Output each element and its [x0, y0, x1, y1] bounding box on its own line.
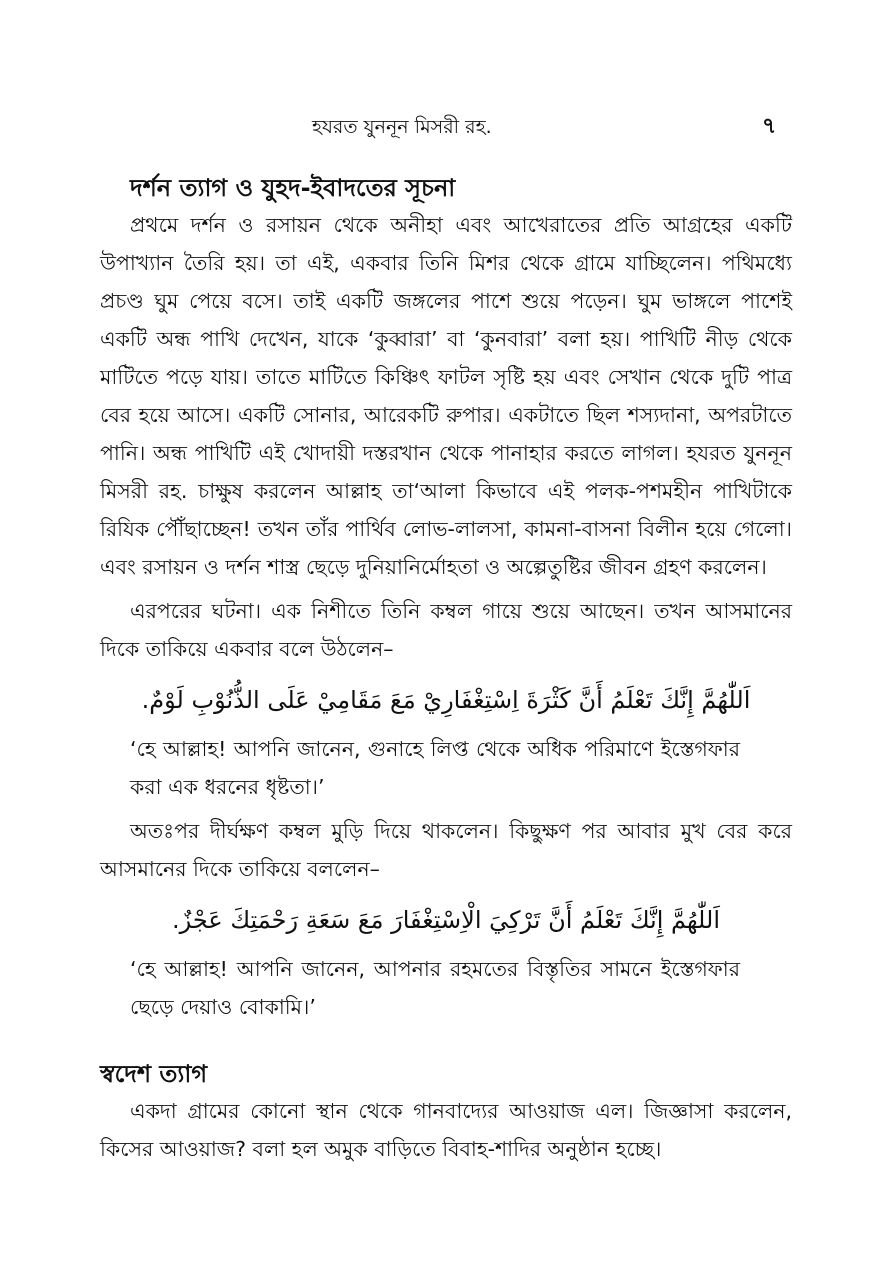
running-title: হযরত যুননূন মিসরী রহ.: [312, 116, 492, 138]
arabic-supplication-2: اَللّٰهُمَّ إِنَّكَ تَعْلَمُ أَنَّ تَرْكِيَ الْاِسْتِغْفَارَ مَعَ سَعَةِ رَحْمَتِكَ عَجْزٌ.: [172, 906, 720, 934]
paragraph-night-prayer-intro: এরপরের ঘটনা। এক নিশীতে তিনি কম্বল গায়ে শুয়ে আছেন। তখন আসমানের দিকে তাকিয়ে একবার বলে উঠলেন–: [100, 599, 792, 661]
paragraph-wedding-music: একদা গ্রামের কোনো স্থান থেকে গানবাদ্যের আওয়াজ এল। জিজ্ঞাসা করলেন, কিসের আওয়াজ? বলা হল অমুক বাড়িতে বিবাহ-শাদির অনুষ্ঠান হচ্ছে।: [100, 1099, 792, 1161]
paragraph-second-prayer-intro: অতঃপর দীর্ঘক্ষণ কম্বল মুড়ি দিয়ে থাকলেন। কিছুক্ষণ পর আবার মুখ বের করে আসমানের দিকে তাকিয়ে বললেন–: [100, 819, 792, 881]
body-text: [100, 170, 792, 1168]
section-heading-leaving-homeland: স্বদেশ ত্যাগ: [100, 1060, 208, 1088]
section-heading-renouncing-philosophy: দর্শন ত্যাগ ও যুহদ-ইবাদতের সূচনা: [130, 174, 456, 202]
arabic-supplication-1: اَللّٰهُمَّ إِنَّكَ تَعْلَمُ أَنَّ كَثْرَةَ اِسْتِغْفَارِيْ مَعَ مَقَامِيْ عَلَى الذُّنُوْبِ لَوْمٌ.: [141, 686, 751, 714]
paragraph-blind-bird-story: প্রথমে দর্শন ও রসায়ন থেকে অনীহা এবং আখেরাতের প্রতি আগ্রহের একটি উপাখ্যান তৈরি হয়। তা এই, একবার তিনি মিশর থেকে গ্রামে যাচ্ছিলেন। পথিমধ্যে প্রচণ্ড ঘুম পেয়ে বসে। তাই একটি জঙ্গলের পাশে শুয়ে পড়েন। ঘুম ভাঙ্গলে পাশেই একটি অন্ধ পাখি দেখেন, যাকে ‘কুব্বারা’ বা ‘কুনবারা’ বলা হয়। পাখিটি নীড় থেকে মাটিতে পড়ে যায়। তাতে মাটিতে কিঞ্চিৎ ফাটল সৃষ্টি হয় এবং সেখান থেকে দুটি পাত্র বের হয়ে আসে। একটি সোনার, আরেকটি রুপার। একটাতে ছিল শস্যদানা, অপরটাতে পানি। অন্ধ পাখিটি এই খোদায়ী দস্তরখান থেকে পানাহার করতে লাগল। হযরত যুননূন মিসরী রহ. চাক্ষুষ করলেন আল্লাহ তা‘আলা কিভাবে এই পলক-পশমহীন পাখিটাকে রিযিক পৌঁছাচ্ছেন! তখন তাঁর পার্থিব লোভ-লালসা, কামনা-বাসনা বিলীন হয়ে গেলো। এবং রসায়ন ও দর্শন শাস্ত্র ছেড়ে দুনিয়ানির্মোহতা ও অল্পেতুষ্টির জীবন গ্রহণ করলেন।: [100, 213, 792, 579]
running-header: [0, 112, 869, 142]
section-spacer: [100, 1026, 792, 1056]
page-number: ৭: [762, 114, 777, 139]
translation-1: ‘হে আল্লাহ! আপনি জানেন, গুনাহে লিপ্ত থেকে অধিক পরিমাণে ইস্তেগফার করা এক ধরনের ধৃষ্টতা।’: [130, 737, 740, 799]
translation-2: ‘হে আল্লাহ! আপনি জানেন, আপনার রহমতের বিস্তৃতির সামনে ইস্তেগফার ছেড়ে দেয়াও বোকামি।’: [130, 957, 740, 1019]
